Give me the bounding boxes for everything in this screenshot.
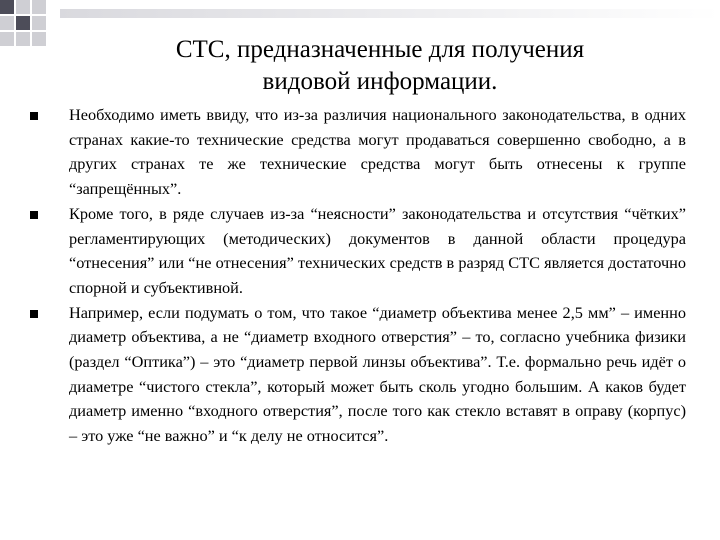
bullet-list bbox=[30, 103, 686, 449]
bullet-text: Необходимо иметь ввиду, что из-за различия национального законодательства, в одних странах какие-то технические средства могут продаваться совершенно свободно, а в других странах те же технические средства могут быть отнесены к группе “запрещённых”. bbox=[69, 105, 686, 199]
deco-square-light bbox=[16, 0, 30, 14]
deco-square-light bbox=[0, 32, 14, 46]
deco-square-light bbox=[0, 16, 14, 30]
slide-title bbox=[40, 34, 720, 98]
deco-square-light bbox=[16, 32, 30, 46]
header-gradient-bar bbox=[60, 9, 720, 18]
bullet-item bbox=[30, 301, 686, 449]
slide-title-line: СТС, предназначенные для получения bbox=[175, 36, 585, 63]
square-bullet-icon bbox=[30, 112, 38, 120]
square-bullet-icon bbox=[30, 211, 38, 219]
bullet-text: Например, если подумать о том, что такое “диаметр объектива менее 2,5 мм” – именно диаметр объектива, а не “диаметр входного отверстия” – то, согласно учебника физики (раздел “Оптика”) – это “диаметр первой линзы объектива”. Т.е. формально речь идёт о диаметре “чистого стекла”, который может быть сколь угодно большим. А каков будет диаметр именно “входного отверстия”, после того как стекло вставят в оправу (корпус) – это уже “не важно” и “к делу не относится”. bbox=[69, 302, 686, 446]
bullet-item bbox=[30, 202, 686, 301]
square-bullet-icon bbox=[30, 310, 38, 318]
deco-square-light bbox=[32, 0, 46, 14]
bullet-item bbox=[30, 103, 686, 202]
slide-title-line: видовой информации. bbox=[262, 68, 498, 95]
bullet-text: Кроме того, в ряде случаев из-за “неясности” законодательства и отсутствия “чётких” регламентирующих (методических) документов в данной области процедура “отнесения” или “не отнесения” технических средств в разряд СТС является достаточно спорной и субъективной. bbox=[69, 203, 686, 297]
deco-square-dark bbox=[16, 16, 30, 30]
deco-square-light bbox=[32, 16, 46, 30]
deco-square-dark bbox=[0, 0, 14, 14]
